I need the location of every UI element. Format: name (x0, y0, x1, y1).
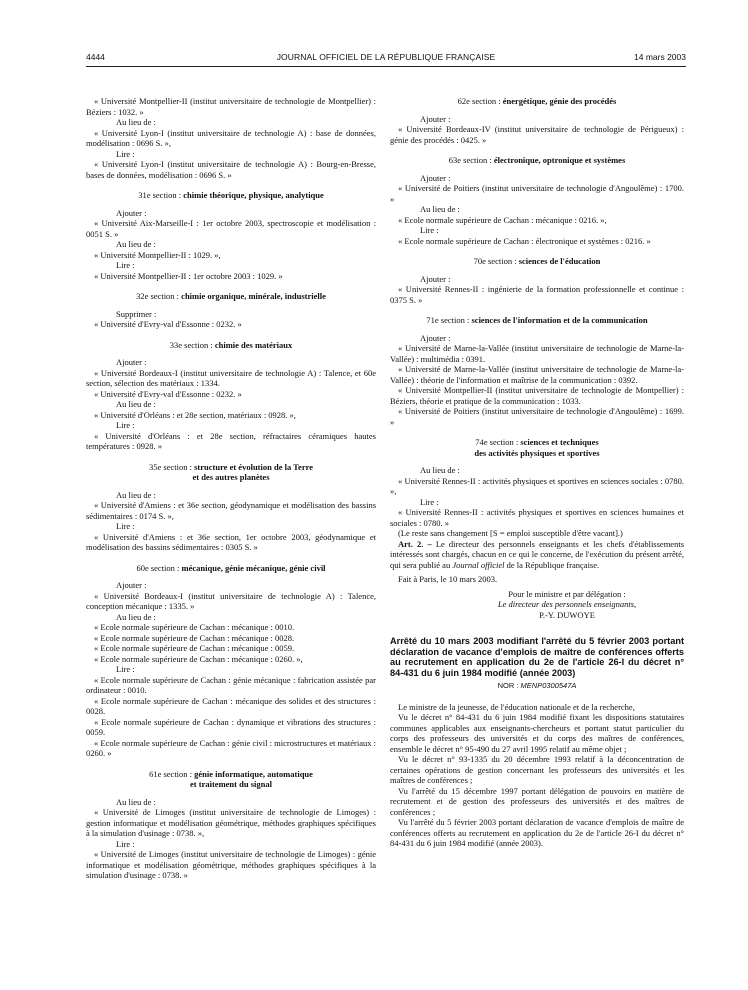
paragraph: « Ecole normale supérieure de Cachan : mécanique : 0260. », (94, 653, 303, 664)
section-heading: 31e section : chimie théorique, physique, analytique (138, 190, 324, 200)
paragraph: « Université Rennes-II : ingénierie de la formation professionnelle et continue : 0375 S. » (390, 284, 684, 305)
paragraph: « Ecole normale supérieure de Cachan : mécanique : 0059. (94, 643, 295, 653)
paragraph: Le ministre de la jeunesse, de l'éducation nationale et de la recherche, (398, 701, 635, 712)
label: Lire : (116, 521, 135, 531)
left-column (86, 96, 376, 881)
section-heading: 71e section : sciences de l'information et de la communication (426, 315, 648, 325)
paragraph: Vu l'arrêté du 15 décembre 1997 portant délégation de pouvoirs en matière de recrutement et de gestion des professeurs des universités et des maîtres de conférences ; (390, 785, 684, 817)
label: Supprimer : (116, 308, 157, 319)
label: Au lieu de : (116, 489, 156, 500)
label: Ajouter : (420, 273, 451, 284)
label: Lire : (116, 664, 135, 674)
paragraph: « Université Montpellier-II : 1er octobre 2003 : 1029. » (94, 270, 283, 281)
section-heading: 63e section : électronique, optronique et systèmes (448, 155, 626, 165)
right-column (390, 96, 684, 849)
paragraph: « Université d'Orléans : et 28e section, matériaux : 0928. », (94, 409, 296, 420)
label: Au lieu de : (116, 399, 156, 409)
label: Au lieu de : (116, 796, 156, 807)
paragraph: « Ecole normale supérieure de Cachan : dynamique et vibrations des structures : 0059. (86, 716, 376, 737)
article-2: Art. 2. – Le directeur des personnels enseignants et les chefs d'établissements intéressés sont chargés, chacun en ce qui le concerne, de l'exécution du présent arrêté, qui sera publié au Journal officiel de la République française. (390, 538, 685, 570)
paragraph: « Université d'Amiens : et 36e section, géodynamique et modélisation des bassins sédimentaires : 0174 S. », (86, 500, 376, 521)
paragraph: « Ecole normale supérieure de Cachan : mécanique : 0028. (94, 632, 295, 643)
header-rule (86, 66, 686, 67)
paragraph: « Université Montpellier-II (institut universitaire de technologie de Montpellier) : Béziers, théorie et pratique de la communication : 1033. (390, 385, 684, 406)
label: Lire : (116, 148, 135, 159)
paragraph: « Université Aix-Marseille-I : 1er octobre 2003, spectroscopie et modélisation : 0051 S. » (86, 218, 376, 239)
section-heading: 32e section : chimie organique, minérale, industrielle (136, 291, 326, 301)
section-heading: 33e section : chimie des matériaux (169, 339, 293, 350)
issue-date: 14 mars 2003 (634, 52, 686, 62)
article-label: Art. 2. – (398, 538, 432, 549)
section-heading: 74e section : sciences et techniques des activités physiques et sportives (474, 437, 600, 458)
paragraph: « Université de Marne-la-Vallée (institut universitaire de technologie de Marne-la-Vallée) : théorie de l'information et maîtrise de la communication : 0392. (390, 364, 684, 385)
label: Ajouter : (420, 113, 451, 124)
paragraph: « Ecole normale supérieure de Cachan : mécanique : 0010. (94, 622, 295, 632)
paragraph: (Le reste sans changement [S = emploi susceptible d'être vacant].) (398, 528, 623, 538)
label: Au lieu de : (116, 611, 156, 622)
label: Lire : (420, 496, 439, 507)
paragraph: « Université de Poitiers (institut universitaire de technologie d'Angoulême) : 1700. » (390, 183, 684, 204)
paragraph: Vu le décret n° 84-431 du 6 juin 1984 modifié fixant les dispositions statutaires communes applicables aux enseignants-chercheurs et portant statut particulier du corps des professeurs des universités et du corps des maîtres de conférences, ensemble le décret n° 95-490 du 27 avril 1995 relatif au même objet ; (390, 712, 684, 754)
label: Lire : (420, 225, 439, 235)
paragraph: « Université Rennes-II : activités physiques et sportives en sciences humaines et sociales : 0780. » (390, 507, 684, 528)
section-heading: 60e section : mécanique, génie mécanique, génie civil (136, 562, 326, 573)
paragraph: Vu l'arrêté du 5 février 2003 portant déclaration de vacance d'emplois de maître de conférences offerts au recrutement en application du 2e de l'article 26-I du décret n° 84-431 du 6 juin 1984 modifié (année 2003). (390, 817, 684, 849)
section-heading: 62e section : énergétique, génie des procédés (457, 96, 617, 106)
fait-a-paris: Fait à Paris, le 10 mars 2003. (398, 574, 498, 584)
page-header (86, 52, 686, 66)
paragraph: Vu le décret n° 93-1335 du 20 décembre 1993 relatif à la déconcentration de certaines opérations de gestion concernant les professeurs des universités et les maîtres de conférences ; (390, 754, 684, 786)
paragraph: « Université de Limoges (institut universitaire de technologie de Limoges) : gestion informatique et modélisation géométrique, méthodes graphiques spécifiques à la simulation d'usinage : 0738. », (86, 807, 376, 838)
page-number: 4444 (86, 52, 105, 62)
paragraph: « Université Bordeaux-I (institut universitaire de technologie A) : Talence, et 60e section, sélection des matériaux : 1334. (86, 367, 376, 388)
section-heading: 35e section : structure et évolution de la Terre et des autres planètes (149, 461, 313, 482)
paragraph: « Ecole normale supérieure de Cachan : mécanique : 0216. », (398, 214, 607, 225)
label: Lire : (116, 260, 135, 270)
arrete-title: Arrêté du 10 mars 2003 modifiant l'arrêté du 5 février 2003 portant déclaration de vacance d'emplois de maître de conférences offerts au recrutement en application du 2e de l'article 26-I du décret n° 84-431 du 6 juin 1984 modifié (année 2003) (390, 636, 684, 678)
paragraph: « Ecole normale supérieure de Cachan : mécanique des solides et des structures : 0028. (86, 695, 376, 716)
paragraph: « Université d'Evry-val d'Essonne : 0232. » (94, 388, 242, 399)
paragraph: « Ecole normale supérieure de Cachan : électronique et systèmes : 0216. » (398, 235, 651, 246)
paragraph: « Université d'Evry-val d'Essonne : 0232. » (94, 319, 242, 329)
paragraph: « Ecole normale supérieure de Cachan : génie mécanique : fabrication assistée par ordinateur : 0010. (86, 674, 376, 695)
label: Ajouter : (420, 172, 451, 183)
nor-reference: NOR : MENP0300547A (497, 681, 577, 691)
paragraph: « Université Bordeaux-I (institut universitaire de technologie A) : Talence, conception mécanique : 1335. » (86, 590, 376, 611)
paragraph: « Université Lyon-I (institut universitaire de technologie A) : Bourg-en-Bresse, bases de données, modélisation : 0696 S. » (86, 159, 376, 180)
label: Lire : (116, 838, 135, 849)
label: Lire : (116, 420, 135, 430)
paragraph: « Université d'Amiens : et 36e section, 1er octobre 2003, géodynamique et modélisation des bassins sédimentaires : 0305 S. » (86, 531, 376, 552)
paragraph: « Ecole normale supérieure de Cachan : génie civil : microstructures et matériaux : 0260. » (86, 737, 376, 758)
label: Au lieu de : (116, 239, 156, 249)
journal-officiel: Journal officiel (452, 559, 505, 570)
paragraph: « Université Montpellier-II (institut universitaire de technologie de Montpellier) : Béziers : 1032. » (86, 96, 376, 117)
signature-title: Le directeur des personnels enseignants, (497, 599, 637, 609)
paragraph: « Université de Marne-la-Vallée (institut universitaire de technologie de Marne-la-Vallée) : multimédia : 0391. (390, 343, 684, 364)
journal-title: JOURNAL OFFICIEL DE LA RÉPUBLIQUE FRANÇAISE (276, 52, 496, 62)
signature-line: Pour le ministre et par délégation : (508, 588, 626, 599)
section-heading: 61e section : génie informatique, automatique et traitement du signal (149, 768, 313, 789)
label: Ajouter : (116, 207, 147, 218)
section-heading: 70e section : sciences de l'éducation (473, 256, 601, 266)
label: Au lieu de : (420, 465, 460, 475)
label: Au lieu de : (116, 117, 156, 127)
paragraph: « Université Lyon-I (institut universitaire de technologie A) : base de données, modélisation : 0696 S. », (86, 127, 376, 148)
paragraph: « Université de Limoges (institut universitaire de technologie de Limoges) : génie informatique et modélisation géométrique, méthodes graphiques spécifiques à la simulation d'usinage : 0738. » (86, 849, 376, 880)
signature-name: P.-Y. DUWOYE (539, 609, 595, 620)
label: Ajouter : (116, 580, 147, 590)
paragraph: « Université Montpellier-II : 1029. », (94, 249, 221, 260)
label: Au lieu de : (420, 204, 460, 214)
label: Ajouter : (116, 357, 147, 367)
paragraph: « Université d'Orléans : et 28e section, réfractaires céramiques hautes températures : 0928. » (86, 430, 376, 451)
label: Ajouter : (420, 332, 451, 343)
paragraph: « Université Bordeaux-IV (institut universitaire de technologie de Périgueux) : génie des procédés : 0425. » (390, 124, 684, 145)
paragraph: « Université de Poitiers (institut universitaire de technologie d'Angoulême) : 1699. » (390, 406, 684, 427)
paragraph: « Université Rennes-II : activités physiques et sportives en sciences sociales : 0780. », (390, 475, 684, 496)
